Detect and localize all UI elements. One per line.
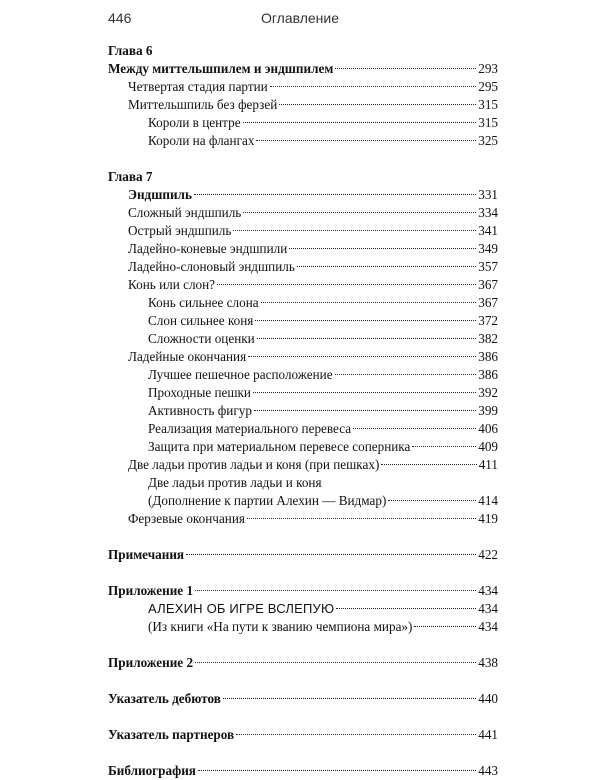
toc-entry[interactable] — [108, 762, 498, 780]
toc-entry-title: Приложение 1 — [108, 583, 194, 598]
toc-entry-title: Конь сильнее слона — [148, 295, 259, 310]
toc-entry-continuation: Две ладьи против ладьи и коня — [148, 475, 322, 490]
toc-entry[interactable] — [108, 654, 498, 672]
toc-entry-page: 367 — [478, 295, 498, 310]
dot-leader — [297, 266, 476, 267]
toc-entry[interactable] — [108, 312, 498, 330]
toc-entry-title: АЛЕХИН ОБ ИГРЕ ВСЛЕПУЮ — [148, 601, 335, 616]
toc-entry-title: Ладейные окончания — [128, 349, 247, 364]
toc-entry-title: Сложности оценки — [148, 331, 255, 346]
dot-leader — [335, 374, 477, 375]
toc-entry-page: 325 — [478, 133, 498, 148]
toc-entry[interactable] — [108, 330, 498, 348]
toc-entry[interactable] — [108, 438, 498, 456]
toc-entry[interactable] — [108, 294, 498, 312]
toc-entry-page: 357 — [478, 259, 498, 274]
toc-entry-page: 372 — [478, 313, 498, 328]
toc-spacer — [108, 150, 498, 168]
toc-entry[interactable] — [108, 222, 498, 240]
toc-entry-page: 419 — [478, 511, 498, 526]
toc-entry[interactable] — [108, 60, 498, 78]
toc-entry-page: 409 — [478, 439, 498, 454]
toc-entry-page: 406 — [478, 421, 498, 436]
dot-leader — [412, 446, 476, 447]
dot-leader — [195, 662, 476, 663]
toc-entry-title: (Из книги «На пути к званию чемпиона мира») — [148, 619, 413, 634]
toc-entry-page: 295 — [478, 79, 498, 94]
toc-spacer — [108, 564, 498, 582]
toc-entry-title: Ладейно-коневые эндшпили — [128, 241, 288, 256]
toc-entry-page: 341 — [478, 223, 498, 238]
dot-leader — [233, 230, 476, 231]
toc-spacer — [108, 528, 498, 546]
dot-leader — [248, 356, 476, 357]
toc-spacer — [108, 636, 498, 654]
toc-entry[interactable] — [108, 114, 498, 132]
toc-entry[interactable] — [108, 132, 498, 150]
dot-leader — [195, 590, 476, 591]
dot-leader — [253, 392, 476, 393]
toc-entry[interactable] — [108, 384, 498, 402]
toc-entry-page: 434 — [478, 619, 498, 634]
toc-entry[interactable] — [108, 366, 498, 384]
toc-entry[interactable] — [108, 618, 498, 636]
dot-leader — [289, 248, 476, 249]
toc-entry[interactable] — [108, 726, 498, 744]
chapter-heading: Глава 7 — [108, 169, 153, 184]
toc-entry[interactable] — [108, 276, 498, 294]
dot-leader — [335, 68, 476, 69]
toc-entry[interactable] — [108, 240, 498, 258]
table-of-contents — [108, 42, 498, 780]
toc-entry-page: 434 — [478, 583, 498, 598]
page-number: 446 — [108, 10, 132, 26]
toc-entry-page: 386 — [478, 367, 498, 382]
dot-leader — [254, 410, 476, 411]
toc-entry-page: 349 — [478, 241, 498, 256]
toc-entry[interactable] — [108, 258, 498, 276]
toc-entry-page: 441 — [478, 727, 498, 742]
dot-leader — [223, 698, 476, 699]
toc-entry-page: 386 — [478, 349, 498, 364]
toc-entry-title: Проходные пешки — [148, 385, 251, 400]
toc-entry[interactable] — [108, 600, 498, 618]
dot-leader — [186, 554, 476, 555]
toc-spacer — [108, 744, 498, 762]
dot-leader — [261, 302, 477, 303]
toc-entry[interactable] — [108, 402, 498, 420]
toc-entry-title: Активность фигур — [148, 403, 252, 418]
toc-entry-title: Приложение 2 — [108, 655, 194, 670]
toc-entry[interactable] — [108, 96, 498, 114]
toc-entry[interactable] — [108, 348, 498, 366]
toc-entry[interactable] — [108, 510, 498, 528]
toc-entry-title: Лучшее пешечное расположение — [148, 367, 333, 382]
dot-leader — [256, 140, 476, 141]
toc-entry-title: Острый эндшпиль — [128, 223, 232, 238]
dot-leader — [279, 104, 476, 105]
toc-entry-page: 399 — [478, 403, 498, 418]
toc-entry-title: Две ладьи против ладьи и коня (при пешках) — [128, 457, 380, 472]
toc-entry-page: 315 — [478, 97, 498, 112]
toc-entry-page: 434 — [478, 601, 498, 616]
dot-leader — [194, 194, 476, 195]
toc-entry-title: Ферзевые окончания — [128, 511, 245, 526]
dot-leader — [336, 608, 476, 609]
toc-entry[interactable] — [108, 690, 498, 708]
toc-entry[interactable] — [108, 546, 498, 564]
toc-entry-title: Примечания — [108, 547, 185, 562]
toc-entry-page: 392 — [478, 385, 498, 400]
dot-leader — [388, 500, 476, 501]
dot-leader — [243, 212, 476, 213]
dot-leader — [247, 518, 476, 519]
toc-entry[interactable] — [108, 78, 498, 96]
toc-entry[interactable] — [108, 456, 498, 474]
toc-entry-title: Четвертая стадия партии — [128, 79, 268, 94]
toc-entry-page: 440 — [478, 691, 498, 706]
toc-entry-title: Миттельшпиль без ферзей — [128, 97, 278, 112]
toc-entry-title: Короли в центре — [148, 115, 241, 130]
toc-entry-page: 438 — [478, 655, 498, 670]
dot-leader — [381, 464, 476, 465]
dot-leader — [236, 734, 476, 735]
dot-leader — [243, 122, 477, 123]
dot-leader — [414, 626, 476, 627]
toc-entry[interactable] — [108, 204, 498, 222]
toc-entry[interactable] — [108, 582, 498, 600]
section-title: Оглавление — [260, 10, 340, 26]
dot-leader — [255, 320, 476, 321]
toc-entry-page: 334 — [478, 205, 498, 220]
toc-entry-title: Сложный эндшпиль — [128, 205, 242, 220]
toc-entry-title: Короли на флангах — [148, 133, 255, 148]
toc-spacer — [108, 708, 498, 726]
toc-spacer — [108, 672, 498, 690]
toc-entry-title: Библиография — [108, 763, 196, 778]
dot-leader — [198, 770, 476, 771]
dot-leader — [270, 86, 477, 87]
toc-entry-page: 382 — [478, 331, 498, 346]
toc-entry-title: Эндшпиль — [128, 187, 192, 202]
toc-entry-page: 331 — [478, 187, 498, 202]
toc-entry-title: Реализация материального перевеса — [148, 421, 352, 436]
toc-entry-title: Между миттельшпилем и эндшпилем — [108, 61, 334, 76]
toc-entry-page: 367 — [478, 277, 498, 292]
toc-entry-page: 422 — [478, 547, 498, 562]
toc-entry-page: 411 — [478, 457, 498, 472]
toc-entry-title: Ладейно-слоновый эндшпиль — [128, 259, 295, 274]
toc-entry-title: Указатель партнеров — [108, 727, 235, 742]
toc-entry-page: 293 — [478, 61, 498, 76]
toc-entry-page: 315 — [478, 115, 498, 130]
toc-entry-page: 414 — [478, 493, 498, 508]
toc-entry-title: Защита при материальном перевесе соперника — [148, 439, 411, 454]
toc-entry[interactable] — [108, 492, 498, 510]
running-head — [0, 8, 600, 30]
toc-entry-title: Указатель дебютов — [108, 691, 221, 706]
toc-entry-title: (Дополнение к партии Алехин — Видмар) — [148, 493, 387, 508]
toc-entry-page: 443 — [478, 763, 498, 778]
chapter-heading: Глава 6 — [108, 43, 153, 58]
toc-entry-title: Слон сильнее коня — [148, 313, 254, 328]
dot-leader — [353, 428, 476, 429]
toc-entry[interactable] — [108, 186, 498, 204]
dot-leader — [217, 284, 476, 285]
toc-entry-title: Конь или слон? — [128, 277, 216, 292]
dot-leader — [257, 338, 476, 339]
toc-entry[interactable] — [108, 420, 498, 438]
